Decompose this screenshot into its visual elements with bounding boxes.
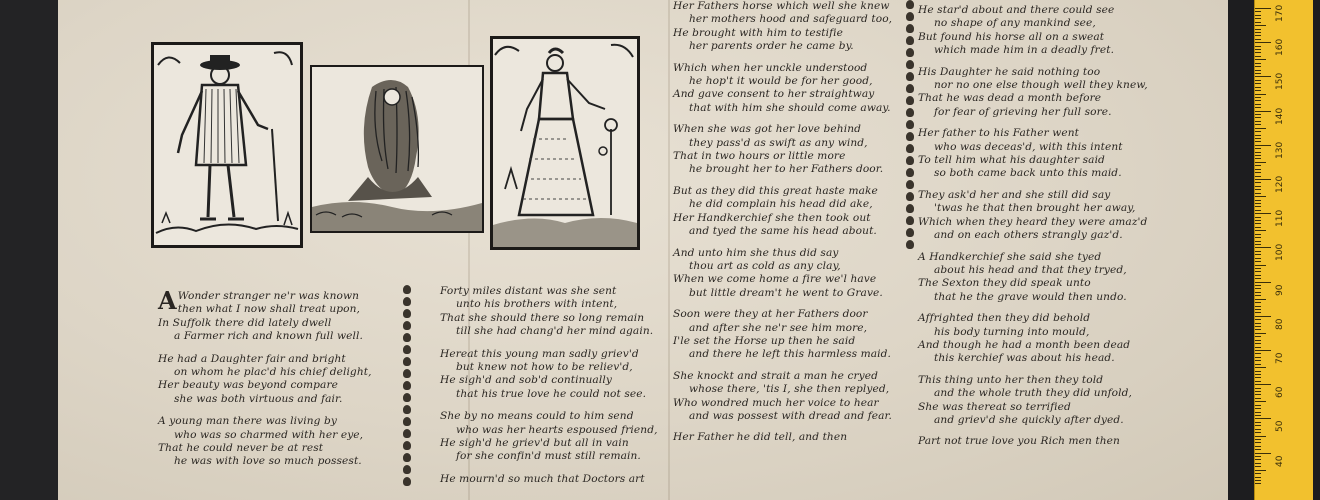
ruler-tick xyxy=(1255,138,1261,139)
verse-line: but knew not how to be reliev'd, xyxy=(456,361,633,374)
ruler-tick xyxy=(1255,408,1261,409)
ruler-tick xyxy=(1255,76,1271,77)
verse-line: his body turning into mould, xyxy=(934,325,1090,338)
ruler-tick xyxy=(1255,121,1261,122)
verse-line: She knockt and strait a man he cryed xyxy=(673,369,879,382)
ruler-tick xyxy=(1255,377,1261,378)
stanza xyxy=(158,353,372,407)
verse-line: they pass'd as swift as any wind, xyxy=(689,136,868,149)
stanza xyxy=(918,435,1148,448)
maiden-woodcut-icon xyxy=(312,67,482,231)
ruler-tick xyxy=(1255,268,1261,269)
ballad-column-4 xyxy=(918,4,1148,457)
ruler-tick xyxy=(1255,213,1271,214)
ruler-tick xyxy=(1255,162,1266,163)
verse-line: When we come home a fire we'l have xyxy=(673,273,877,286)
ruler-tick xyxy=(1255,381,1261,382)
ruler-tick xyxy=(1255,258,1261,259)
stanza xyxy=(673,185,892,239)
verse-line: thou art as cold as any clay, xyxy=(689,259,841,272)
ruler-tick xyxy=(1255,367,1266,368)
verse-line: and tyed the same his head about. xyxy=(689,225,877,238)
verse-line: who was her hearts espoused friend, xyxy=(456,423,658,436)
ruler-label: 40 xyxy=(1275,455,1285,467)
ruler-tick xyxy=(1255,206,1261,207)
ruler-tick xyxy=(1255,323,1261,324)
verse-line: This thing unto her then they told xyxy=(918,373,1104,386)
stanza xyxy=(918,189,1148,243)
ruler-tick xyxy=(1255,52,1261,53)
verse-line: this kerchief was about his head. xyxy=(934,352,1115,365)
ruler-tick xyxy=(1255,97,1261,98)
ruler-tick xyxy=(1255,415,1261,416)
verse-line: for fear of grieving her full sore. xyxy=(934,105,1112,118)
ruler-tick xyxy=(1255,401,1266,402)
ruler-tick xyxy=(1255,412,1261,413)
ruler-tick xyxy=(1255,247,1271,248)
verse-line: I'le set the Horse up then he said xyxy=(673,334,856,347)
verse-line: She by no means could to him send xyxy=(440,410,634,423)
verse-line: her parents order he came by. xyxy=(689,40,854,53)
ballad-column-2 xyxy=(440,285,658,495)
verse-line: Wonder stranger ne'r was known xyxy=(177,290,360,302)
lady-woodcut-icon xyxy=(493,39,637,247)
stanza xyxy=(673,247,892,301)
verse-line: Part not true love you Rich men then xyxy=(918,435,1120,448)
stanza xyxy=(918,127,1148,181)
ruler-tick xyxy=(1255,217,1261,218)
ruler-tick xyxy=(1255,145,1271,146)
ruler-tick xyxy=(1255,480,1261,481)
ruler-tick xyxy=(1255,309,1261,310)
ruler-tick xyxy=(1255,340,1261,341)
ruler-tick xyxy=(1255,353,1261,354)
verse-line: But found his horse all on a sweat xyxy=(918,30,1105,43)
ruler-label: 170 xyxy=(1275,4,1285,22)
verse-line: that he the grave would then undo. xyxy=(934,290,1127,303)
ruler-tick xyxy=(1255,25,1266,26)
ruler-tick xyxy=(1255,285,1261,286)
ballad-column-1 xyxy=(158,286,372,478)
ruler-tick xyxy=(1255,176,1261,177)
verse-line: and was possest with dread and fear. xyxy=(689,409,892,422)
ruler-tick xyxy=(1255,94,1266,95)
verse-line: Which when they heard they were amaz'd xyxy=(918,215,1148,228)
verse-line: he hop't it would be for her good, xyxy=(689,75,873,88)
verse-line: Who wondred much her voice to hear xyxy=(673,396,879,409)
ruler-tick xyxy=(1255,405,1261,406)
verse-line: 'twas he that then brought her away, xyxy=(934,202,1136,215)
ruler-label: 60 xyxy=(1275,386,1285,399)
woodcut-gentleman xyxy=(151,42,303,248)
ruler-tick xyxy=(1255,169,1261,170)
verse-line: for she confin'd must still remain. xyxy=(456,450,641,463)
printer-ornament-column xyxy=(401,285,413,500)
verse-line: then what I now shall treat upon, xyxy=(177,303,361,316)
stanza xyxy=(440,348,658,402)
ruler-tick xyxy=(1255,179,1271,180)
ruler-tick xyxy=(1255,456,1261,457)
ruler-tick xyxy=(1255,131,1261,132)
stanza xyxy=(918,66,1148,120)
ruler-tick xyxy=(1255,15,1261,16)
ruler-tick xyxy=(1255,466,1261,467)
ruler-tick xyxy=(1255,200,1261,201)
ruler-tick xyxy=(1255,46,1261,47)
ruler-tick xyxy=(1255,477,1261,478)
ruler-tick xyxy=(1255,357,1261,358)
ruler-tick xyxy=(1255,302,1261,303)
verse-line: Her father to his Father went xyxy=(918,127,1080,140)
ruler-tick xyxy=(1255,220,1261,221)
verse-line: He sigh'd and sob'd continually xyxy=(440,374,612,387)
ruler-tick xyxy=(1255,80,1261,81)
ruler-tick xyxy=(1255,422,1261,423)
ruler-tick xyxy=(1255,329,1261,330)
ruler-tick xyxy=(1255,39,1261,40)
paper-fold xyxy=(668,0,670,500)
ruler-label: 110 xyxy=(1275,210,1285,228)
verse-line: A Handkerchief she said she tyed xyxy=(918,250,1102,263)
verse-line: a Farmer rich and known full well. xyxy=(174,330,363,343)
ruler-tick xyxy=(1255,333,1266,334)
verse-line: and there he left this harmless maid. xyxy=(689,348,892,361)
verse-line: He mourn'd so much that Doctors art xyxy=(440,472,645,485)
ruler-tick xyxy=(1255,141,1261,142)
ruler-tick xyxy=(1255,244,1261,245)
ruler-tick xyxy=(1255,73,1261,74)
verse-line: His Daughter he said nothing too xyxy=(918,65,1101,78)
ruler-label: 100 xyxy=(1275,244,1285,262)
ruler-tick xyxy=(1255,463,1261,464)
verse-line: He star'd about and there could see xyxy=(918,4,1115,16)
stanza xyxy=(673,62,892,116)
stanza xyxy=(158,286,372,344)
ruler-tick xyxy=(1255,230,1266,231)
ruler-tick xyxy=(1255,364,1261,365)
ruler-tick xyxy=(1255,56,1261,57)
stanza xyxy=(440,410,658,464)
verse-line: that his true love he could not see. xyxy=(456,387,647,400)
verse-line: he did complain his head did ake, xyxy=(689,198,873,211)
ruler-label: 120 xyxy=(1275,175,1285,193)
ruler-tick xyxy=(1255,473,1261,474)
woodcut-lady xyxy=(490,36,640,250)
stanza xyxy=(673,308,892,362)
drop-cap: A xyxy=(158,286,177,315)
ruler-tick xyxy=(1255,306,1261,307)
verse-line: And though he had a month been dead xyxy=(918,338,1131,351)
verse-line: Soon were they at her Fathers door xyxy=(673,308,868,321)
stanza xyxy=(673,123,892,177)
ruler-tick xyxy=(1255,282,1271,283)
ruler-label: 70 xyxy=(1275,352,1285,364)
ruler-tick xyxy=(1255,292,1261,293)
ruler-tick xyxy=(1255,398,1261,399)
ruler-tick xyxy=(1255,22,1261,23)
verse-line: her mothers hood and safeguard too, xyxy=(689,13,893,26)
verse-line: And unto him she thus did say xyxy=(673,246,839,259)
stanza xyxy=(918,4,1148,58)
verse-line: till she had chang'd her mind again. xyxy=(456,325,654,338)
verse-line: That he could never be at rest xyxy=(158,442,324,455)
stanza xyxy=(673,0,892,54)
ruler-tick xyxy=(1255,196,1266,197)
ruler-tick xyxy=(1255,29,1261,30)
verse-line: he brought her to her Fathers door. xyxy=(689,163,884,176)
ruler-tick xyxy=(1255,63,1261,64)
ruler-tick xyxy=(1255,83,1261,84)
verse-line: unto his brothers with intent, xyxy=(456,298,618,311)
ruler-tick xyxy=(1255,251,1261,252)
ruler-tick xyxy=(1255,90,1261,91)
ruler-tick xyxy=(1255,186,1261,187)
ruler-tick xyxy=(1255,35,1261,36)
verse-line: Forty miles distant was she sent xyxy=(440,285,617,297)
stanza xyxy=(158,415,372,469)
ruler-tick xyxy=(1255,223,1261,224)
ruler-tick xyxy=(1255,265,1266,266)
ruler-tick xyxy=(1255,483,1261,484)
verse-line: that with him she should come away. xyxy=(689,101,891,114)
ruler-tick xyxy=(1255,316,1271,317)
ruler-tick xyxy=(1255,152,1261,153)
verse-line: about his head and that they tryed, xyxy=(934,263,1127,276)
ruler-tick xyxy=(1255,446,1261,447)
ruler-label: 150 xyxy=(1275,73,1285,91)
ruler-tick xyxy=(1255,158,1261,159)
ruler-tick xyxy=(1255,241,1261,242)
ruler-tick xyxy=(1255,312,1261,313)
verse-line: She was thereat so terrified xyxy=(918,400,1071,413)
ruler-tick xyxy=(1255,470,1266,471)
verse-line: Her Handkerchief she then took out xyxy=(673,211,871,224)
verse-line: she was both virtuous and fair. xyxy=(174,392,343,405)
verse-line: he was with love so much possest. xyxy=(174,455,362,468)
verse-line: Her beauty was beyond compare xyxy=(158,379,338,392)
verse-line: That in two hours or little more xyxy=(673,150,846,163)
stanza xyxy=(918,374,1148,428)
verse-line: and after she ne'r see him more, xyxy=(689,321,868,334)
ruler-tick xyxy=(1255,117,1261,118)
verse-line: and the whole truth they did unfold, xyxy=(934,387,1132,400)
ruler-label: 50 xyxy=(1275,420,1285,433)
ballad-column-3 xyxy=(673,0,892,453)
verse-line: A young man there was living by xyxy=(158,415,337,428)
verse-line: on whom he plac'd his chief delight, xyxy=(174,366,372,379)
ruler-tick xyxy=(1255,360,1261,361)
verse-line: which made him in a deadly fret. xyxy=(934,44,1115,57)
ruler-tick xyxy=(1255,104,1261,105)
ruler-tick xyxy=(1255,210,1261,211)
verse-line: That she should there so long remain xyxy=(440,311,645,324)
ruler-tick xyxy=(1255,442,1261,443)
ruler-tick xyxy=(1255,18,1261,19)
verse-line: In Suffolk there did lately dwell xyxy=(158,316,332,329)
ruler-tick xyxy=(1255,439,1261,440)
ruler-tick xyxy=(1255,203,1261,204)
verse-line: He sigh'd he griev'd but all in vain xyxy=(440,437,629,450)
broadside-sheet xyxy=(58,0,1228,500)
ruler-tick xyxy=(1255,449,1261,450)
ruler-tick xyxy=(1255,8,1271,9)
ruler-tick xyxy=(1255,128,1266,129)
ruler-tick xyxy=(1255,165,1261,166)
woodcut-maiden xyxy=(310,65,484,233)
ruler-tick xyxy=(1255,70,1261,71)
verse-line: When she was got her love behind xyxy=(673,123,862,136)
ruler-tick xyxy=(1255,288,1261,289)
ruler-tick xyxy=(1255,432,1261,433)
ruler-tick xyxy=(1255,271,1261,272)
verse-line: but little dream't he went to Grave. xyxy=(689,286,883,299)
ruler-tick xyxy=(1255,189,1261,190)
ruler-tick xyxy=(1255,299,1266,300)
measuring-ruler xyxy=(1254,0,1313,500)
printer-ornament-column xyxy=(904,0,916,262)
ruler-tick xyxy=(1255,343,1261,344)
ruler-tick xyxy=(1255,254,1261,255)
verse-line: Which when her unckle understood xyxy=(673,61,868,74)
ruler-tick xyxy=(1255,32,1261,33)
ruler-tick xyxy=(1255,275,1261,276)
ruler-tick xyxy=(1255,87,1261,88)
ruler-tick xyxy=(1255,278,1261,279)
verse-line: who was so charmed with her eye, xyxy=(174,428,364,441)
stanza xyxy=(440,285,658,339)
ruler-tick xyxy=(1255,124,1261,125)
verse-line: so both came back unto this maid. xyxy=(934,167,1122,180)
ruler-tick xyxy=(1255,459,1261,460)
stanza xyxy=(918,312,1148,366)
ruler-tick xyxy=(1255,336,1261,337)
ruler-tick xyxy=(1255,234,1261,235)
ruler-tick xyxy=(1255,193,1261,194)
left-background xyxy=(0,0,58,500)
ruler-tick xyxy=(1255,429,1261,430)
ruler-tick xyxy=(1255,49,1261,50)
ruler-tick xyxy=(1255,107,1261,108)
ruler-tick xyxy=(1255,388,1261,389)
ruler-label: 140 xyxy=(1275,107,1285,125)
ruler-label: 90 xyxy=(1275,284,1285,296)
ruler-tick xyxy=(1255,42,1271,43)
ruler-tick xyxy=(1255,227,1261,228)
verse-line: The Sexton they did speak unto xyxy=(918,277,1091,290)
ruler-tick xyxy=(1255,384,1271,385)
ruler-tick xyxy=(1255,371,1261,372)
ruler-tick xyxy=(1255,100,1261,101)
ruler-tick xyxy=(1255,11,1261,12)
verse-line: no shape of any mankind see, xyxy=(934,17,1096,30)
ruler-tick xyxy=(1255,347,1261,348)
ruler-tick xyxy=(1255,148,1261,149)
verse-line: He brought with him to testifie xyxy=(673,26,843,39)
gentleman-woodcut-icon xyxy=(154,45,300,245)
verse-line: nor no one else though well they knew, xyxy=(934,79,1148,92)
verse-line: Her Fathers horse which well she knew xyxy=(673,0,890,12)
ruler-label: 160 xyxy=(1275,39,1285,57)
stanza xyxy=(440,473,658,486)
ruler-tick xyxy=(1255,394,1261,395)
ruler-tick xyxy=(1255,326,1261,327)
ruler-tick xyxy=(1255,425,1261,426)
verse-line: But as they did this great haste make xyxy=(673,184,878,197)
ruler-label: 130 xyxy=(1275,141,1285,159)
stanza xyxy=(673,370,892,424)
verse-line: That he was dead a month before xyxy=(918,92,1102,105)
ruler-tick xyxy=(1255,453,1271,454)
ruler-tick xyxy=(1255,391,1261,392)
verse-line: and griev'd she quickly after dyed. xyxy=(934,413,1124,426)
ruler-tick xyxy=(1255,66,1261,67)
verse-line: Affrighted then they did behold xyxy=(918,312,1091,325)
ruler-tick xyxy=(1255,374,1261,375)
verse-line: Her Father he did tell, and then xyxy=(673,431,848,444)
ruler-tick xyxy=(1255,350,1271,351)
ruler-tick xyxy=(1255,114,1261,115)
ruler-tick xyxy=(1255,295,1261,296)
verse-line: They ask'd her and she still did say xyxy=(918,188,1111,201)
verse-line: and on each others strangly gaz'd. xyxy=(934,229,1123,242)
verse-line: He had a Daughter fair and bright xyxy=(158,352,346,365)
verse-line: Hereat this young man sadly griev'd xyxy=(440,347,639,360)
ruler-tick xyxy=(1255,155,1261,156)
ruler-tick xyxy=(1255,182,1261,183)
ruler-tick xyxy=(1255,261,1261,262)
ruler-label: 80 xyxy=(1275,318,1285,330)
verse-line: To tell him what his daughter said xyxy=(918,154,1105,167)
ruler-tick xyxy=(1255,319,1261,320)
ruler-tick xyxy=(1255,111,1271,112)
verse-line: And gave consent to her straightway xyxy=(673,88,875,101)
ruler-tick xyxy=(1255,172,1261,173)
stanza xyxy=(918,251,1148,305)
ruler-tick xyxy=(1255,59,1266,60)
stanza xyxy=(673,431,892,444)
ruler-tick xyxy=(1255,418,1271,419)
ruler-tick xyxy=(1255,237,1261,238)
ruler-tick xyxy=(1255,436,1266,437)
verse-line: who was deceas'd, with this intent xyxy=(934,140,1123,153)
verse-line: whose there, 'tis I, she then replyed, xyxy=(689,383,890,396)
ruler-tick xyxy=(1255,135,1261,136)
